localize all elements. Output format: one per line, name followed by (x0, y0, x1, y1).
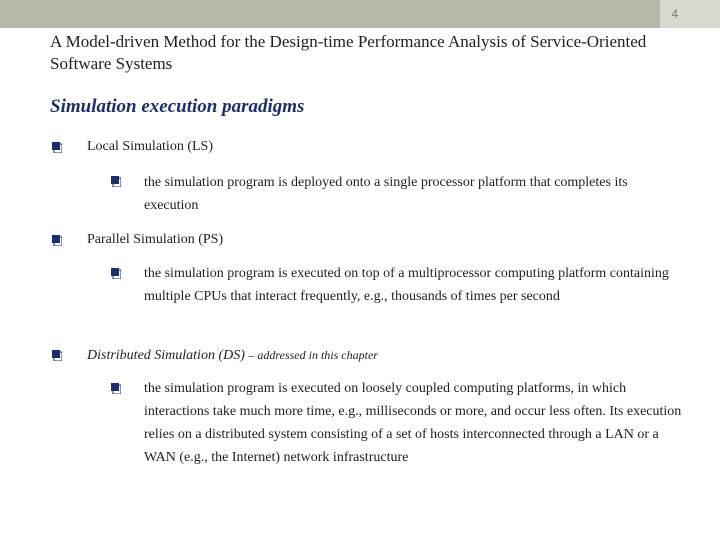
checkbox-bullet-icon (111, 176, 120, 186)
list-item-detail: the simulation program is executed on loosely coupled computing platforms, in which interactions take much more time, e.g., milliseconds or more, and occur less often. Its execution relies on a distributed system consisting of a set of hosts interconnected through a LAN or a WAN (e.g., the Internet) network infrastructure (144, 381, 682, 465)
list-item-label-row (87, 346, 378, 365)
list-item-detail: the simulation program is executed on top of a multiprocessor computing platform containing multiple CPUs that interact frequently, e.g., thousands of times per second (144, 266, 669, 304)
slide-number: 4 (671, 7, 678, 21)
slide-top-bar-end (660, 0, 720, 28)
checkbox-bullet-icon (52, 142, 61, 152)
slide-title: A Model-driven Method for the Design-time Performance Analysis of Service-Oriented Software Systems (50, 32, 647, 73)
list-item-label: Local Simulation (LS) (87, 139, 213, 154)
list-item-detail: the simulation program is deployed onto a single processor platform that completes its execution (144, 175, 628, 213)
list-item-label: Parallel Simulation (PS) (87, 232, 224, 247)
checkbox-bullet-icon (52, 235, 61, 245)
list-item-suffix: – addressed in this chapter (248, 348, 378, 362)
list-item-label: Distributed Simulation (DS) (87, 348, 245, 363)
slide-top-bar (0, 0, 660, 28)
checkbox-bullet-icon (52, 350, 61, 360)
checkbox-bullet-icon (111, 383, 120, 393)
checkbox-bullet-icon (111, 268, 120, 278)
section-heading: Simulation execution paradigms (50, 96, 305, 117)
